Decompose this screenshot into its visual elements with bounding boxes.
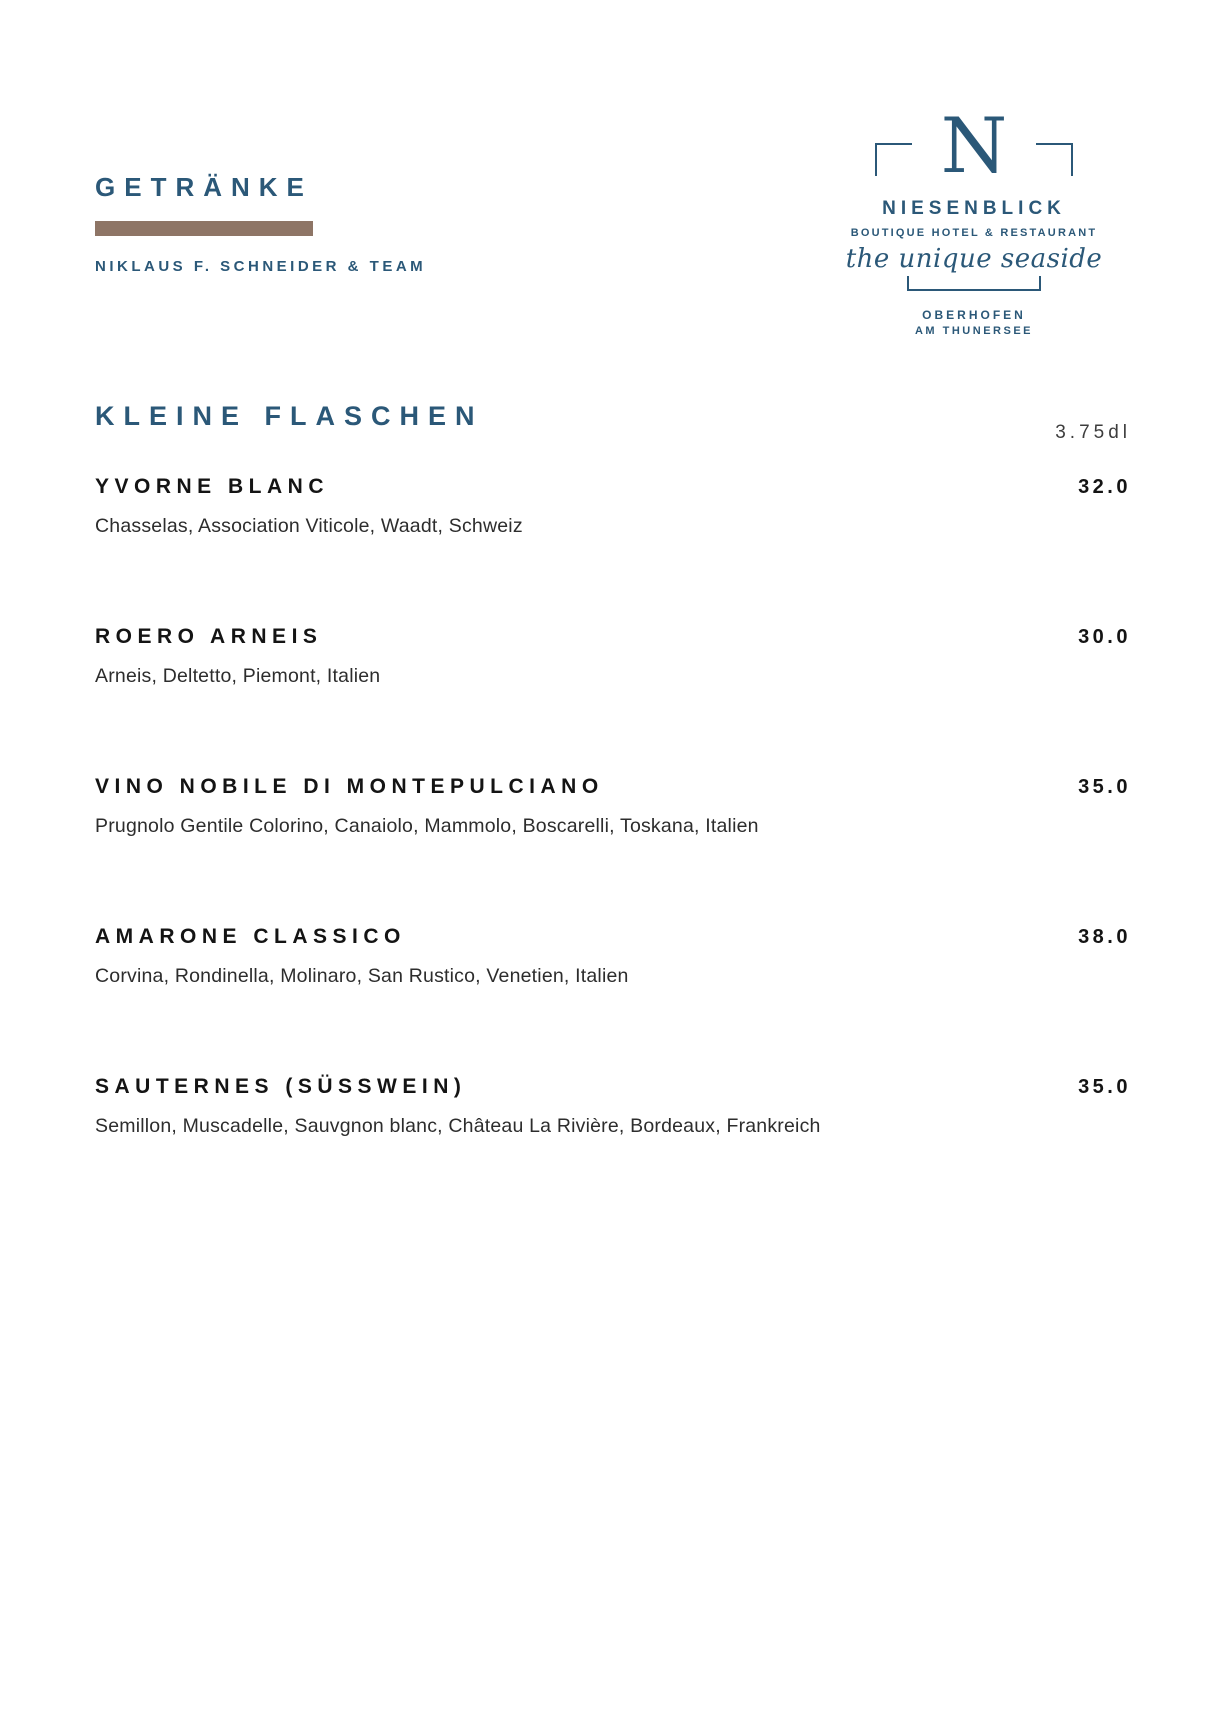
hotel-location-line2: AM THUNERSEE: [914, 325, 1033, 337]
menu-item: [95, 474, 1131, 538]
bottle-size-label: 3.75dl: [1055, 422, 1131, 443]
menu-item-description: Arneis, Deltetto, Piemont, Italien: [95, 665, 381, 687]
logo-frame-bracket-right-icon: [1036, 143, 1073, 176]
hotel-subtitle: BOUTIQUE HOTEL & RESTAURANT: [850, 227, 1098, 239]
menu-section: [95, 401, 1131, 1224]
menu-item-name: AMARONE CLASSICO: [95, 925, 406, 948]
menu-item-description: Chasselas, Association Viticole, Waadt, Schweiz: [95, 515, 523, 537]
logo-monogram: N: [940, 101, 1008, 190]
menu-item-name: ROERO ARNEIS: [95, 625, 323, 648]
menu-item-description: Semillon, Muscadelle, Sauvgnon blanc, Château La Rivière, Bordeaux, Frankreich: [95, 1115, 821, 1137]
logo-frame-bracket-left-icon: [875, 143, 912, 176]
menu-item: [95, 774, 1131, 838]
menu-item-head: [95, 624, 1131, 650]
menu-item-head: [95, 924, 1131, 950]
hotel-location-line1: OBERHOFEN: [922, 308, 1026, 322]
logo-frame-bracket-bottom-icon: [907, 276, 1041, 291]
menu-item-price: 32.0: [1078, 476, 1131, 498]
menu-item-price: 35.0: [1078, 776, 1131, 798]
hotel-tagline: the unique seaside: [845, 244, 1103, 274]
menu-item-price: 30.0: [1078, 626, 1131, 648]
menu-item-price: 35.0: [1078, 1076, 1131, 1098]
team-line: NIKLAUS F. SCHNEIDER & TEAM: [95, 258, 427, 275]
menu-item-name: YVORNE BLANC: [95, 475, 330, 498]
brand-accent-bar: [95, 221, 313, 236]
menu-item-description: Corvina, Rondinella, Molinaro, San Rustico, Venetien, Italien: [95, 965, 629, 987]
menu-item: [95, 1074, 1131, 1138]
hotel-name: NIESENBLICK: [882, 198, 1066, 219]
brand-block: [95, 172, 426, 275]
hotel-logo: [843, 101, 1105, 337]
menu-item-name: VINO NOBILE DI MONTEPULCIANO: [95, 775, 604, 798]
menu-item-head: [95, 1074, 1131, 1100]
menu-item-price: 38.0: [1078, 926, 1131, 948]
menu-section-header: [95, 401, 1131, 443]
logo-monogram-frame: [873, 101, 1075, 190]
menu-item-head: [95, 474, 1131, 500]
menu-item-description: Prugnolo Gentile Colorino, Canaiolo, Mammolo, Boscarelli, Toskana, Italien: [95, 815, 759, 837]
menu-item-name: SAUTERNES (SÜSSWEIN): [95, 1075, 467, 1098]
section-title: KLEINE FLASCHEN: [95, 401, 484, 431]
menu-item-head: [95, 774, 1131, 800]
menu-item: [95, 624, 1131, 688]
menu-item: [95, 924, 1131, 988]
page-title: GETRÄNKE: [95, 172, 313, 202]
